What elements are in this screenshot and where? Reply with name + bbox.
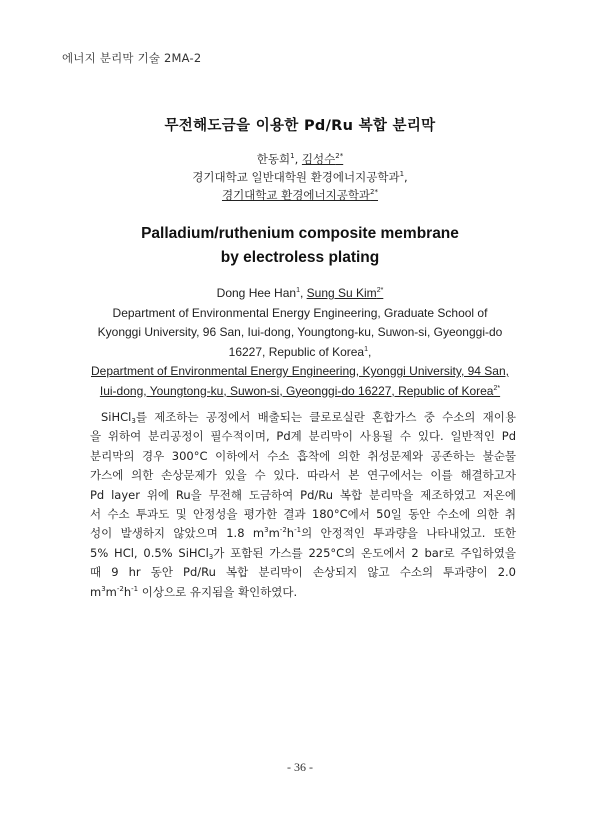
affiliation2-mark-english: 2* bbox=[493, 384, 501, 392]
abstract-line: 분리막의 경우 300°C 이하에서 수소 흡착에 의한 취성문제와 공존하는 불순물 bbox=[90, 448, 516, 463]
affiliation2-english-line1: Department of Environmental Energy Engineering, Kyonggi University, 94 San, bbox=[90, 364, 509, 378]
abstract bbox=[90, 408, 516, 602]
abstract-line: 때 9 hr 동안 Pd/Ru 복합 분리막이 손상되지 않고 수소의 투과량이 2.0 bbox=[90, 565, 516, 580]
author2-affil-mark-english: 2* bbox=[376, 287, 384, 294]
affiliation1-english-line1: Department of Environmental Energy Engineering, Graduate School of bbox=[112, 305, 488, 320]
author-names-korean bbox=[0, 150, 600, 168]
author1-name-english: Dong Hee Han bbox=[216, 286, 297, 300]
affiliation1-korean: 경기대학교 일반대학원 환경에너지공학과$^1$, bbox=[192, 170, 408, 184]
abstract-line: 서 수소 투과도 및 안정성을 평가한 결과 180°C에서 50일 동안 수소에 의한 취 bbox=[90, 507, 516, 522]
affiliation1-english-line3: 16227, Republic of Korea$^1$, bbox=[228, 344, 372, 359]
superscript: -1 bbox=[294, 526, 302, 535]
superscript: -1 bbox=[131, 584, 139, 593]
abstract-line: Pd layer 위에 Ru을 무전해 도금하여 Pd/Ru 복합 분리막을 제조하였고 저온에 bbox=[90, 487, 516, 502]
affiliation2-mark: 2* bbox=[370, 188, 379, 196]
author-names-english: Dong Hee Han$^1$, Sung Su Kim$^{2*}$ bbox=[216, 286, 384, 300]
superscript: 3 bbox=[264, 526, 269, 535]
authors-korean bbox=[0, 150, 600, 204]
affiliation2-english-line2: Iui-dong, Youngtong-ku, Suwon-si, Gyeonggi-do 16227, Republic of Korea$^{2*}$ bbox=[99, 383, 501, 398]
abstract-line: SiHCl$_3$를 제조하는 공정에서 배출되는 클로로실란 혼합가스 중 수소의 재이용 bbox=[101, 410, 516, 425]
author2-name: 김성수$^{2*}$ bbox=[301, 152, 344, 166]
superscript: -2 bbox=[116, 584, 124, 593]
author1-affil-mark: 1 bbox=[290, 152, 295, 160]
running-header: 에너지 분리막 기술 2MA-2 bbox=[62, 51, 202, 65]
title-english bbox=[0, 222, 600, 270]
abstract-line: 가스에 의한 손상문제가 있을 수 있다. 따라서 본 연구에서는 이를 해결하고자 bbox=[90, 468, 516, 483]
title-english-line1: Palladium/ruthenium composite membrane bbox=[141, 225, 459, 242]
subscript: 3 bbox=[208, 552, 214, 561]
affiliation1-mark-english: 1 bbox=[364, 345, 368, 353]
affiliation1-english-line2: Kyonggi University, 96 San, Iui-dong, Youngtong-ku, Suwon-si, Gyeonggi-do bbox=[97, 325, 503, 339]
affiliation1-mark: 1 bbox=[399, 170, 405, 178]
affiliation2-korean: 경기대학교 환경에너지공학과$^{2*}$ bbox=[221, 188, 379, 202]
author1-name: 한동희 bbox=[256, 152, 291, 166]
superscript: -2 bbox=[279, 526, 287, 535]
author-separator: , bbox=[294, 152, 302, 166]
authors-english bbox=[70, 284, 530, 401]
abstract-line: 을 위하여 분리공정이 필수적이며, Pd계 분리막이 사용될 수 있다. 일반적인 Pd bbox=[90, 429, 516, 444]
subscript: 3 bbox=[131, 417, 136, 425]
abstract-line: $m^3m^{-2}h^{-1}$ 이상으로 유지됨을 확인하였다. bbox=[90, 584, 298, 599]
author1-affil-mark-english: 1 bbox=[296, 287, 300, 294]
title-english-line2: by electroless plating bbox=[220, 249, 380, 266]
abstract-line: 5% HCl, 0.5% SiHCl$_3$가 포함된 가스를 225°C의 온도에서 2 bar로 주입하였을 bbox=[90, 545, 516, 561]
abstract-line: 성이 발생하지 않았으며 1.8 $m^3m^{-2}h^{-1}$의 안정적인 투과량을 나타내었고. 또한 bbox=[90, 526, 516, 541]
author2-affil-mark: 2* bbox=[335, 152, 344, 160]
author2-name-english: Sung Su Kim$^{2*}$ bbox=[306, 286, 384, 300]
title-korean: 무전해도금을 이용한 Pd/Ru 복합 분리막 bbox=[164, 118, 436, 134]
page-number: - 36 - bbox=[287, 760, 313, 774]
superscript: 3 bbox=[101, 584, 106, 593]
